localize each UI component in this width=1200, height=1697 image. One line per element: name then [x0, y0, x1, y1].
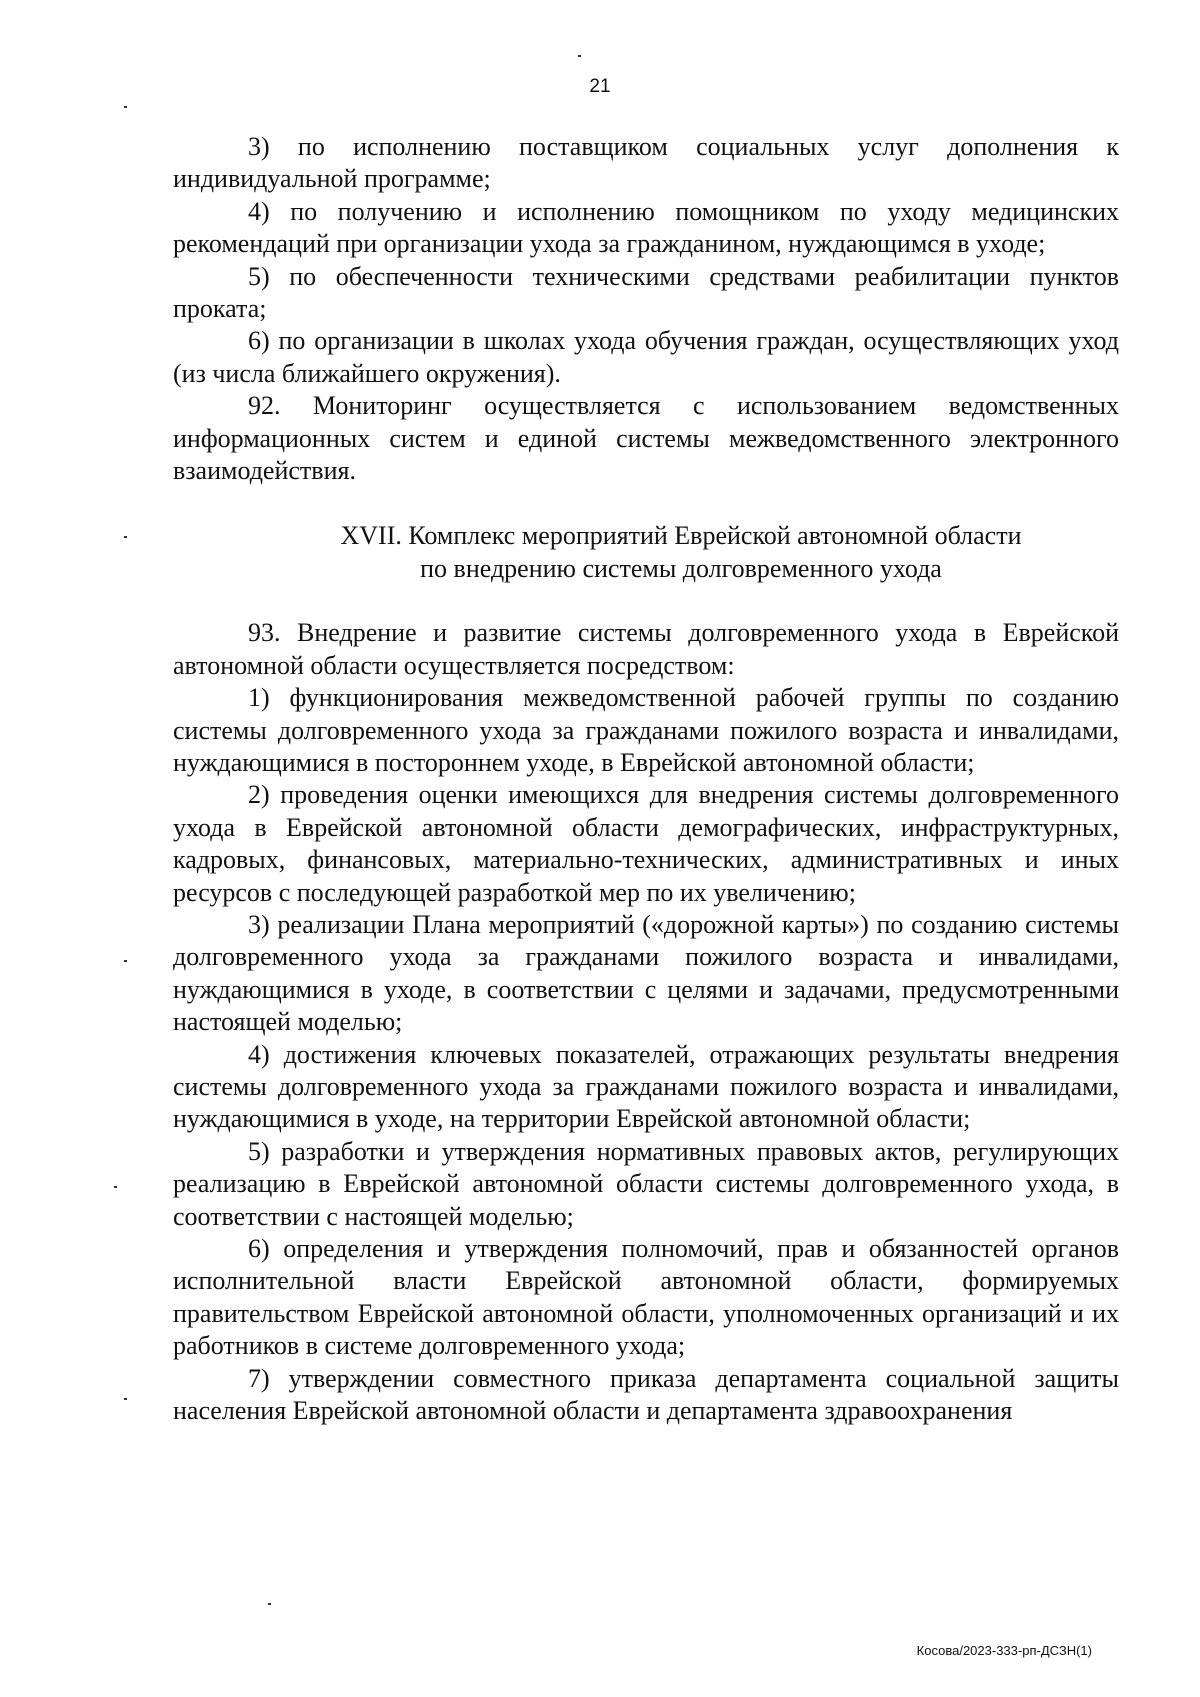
scan-speck [124, 1398, 127, 1400]
paragraph-item-6b: 6) определения и утверждения полномочий, прав и обязанностей органов исполнительной власти Еврейской автономной области, формируемых правительством Еврейской автономной области, уполномоченных организаций и их работников в системе долговременного ухода; [173, 1234, 1119, 1361]
paragraph-93: 93. Внедрение и развитие системы долговременного ухода в Еврейской автономной области осуществляется посредством: [173, 618, 1119, 680]
paragraph-item-4: 4) по получению и исполнению помощником по уходу медицинских рекомендаций при организации ухода за гражданином, нуждающимся в уходе; [173, 196, 1119, 259]
scan-speck [124, 536, 127, 538]
scan-speck [268, 1603, 271, 1605]
paragraph-item-3: 3) по исполнению поставщиком социальных услуг дополнения к индивидуальной программе; [173, 132, 1119, 194]
document-body [173, 131, 1119, 1427]
paragraph-item-7b: 7) утверждении совместного приказа департамента социальной защиты населения Еврейской автономной области и департамента здравоохранения [173, 1363, 1119, 1426]
paragraph-item-2: 2) проведения оценки имеющихся для внедрения системы долговременного ухода в Еврейской автономной области демографических, инфраструктурных, кадровых, финансовых, материально-технических, административных и иных ресурсов с последующей разработкой мер по их увеличению; [173, 780, 1119, 907]
section-heading-line-1: XVII. Комплекс мероприятий Еврейской автономной области [340, 521, 1022, 551]
scan-speck [114, 1186, 117, 1188]
paragraph-item-5: 5) по обеспеченности техническими средствами реабилитации пунктов проката; [173, 261, 1119, 324]
paragraph-item-5b: 5) разработки и утверждения нормативных правовых актов, регулирующих реализацию в Еврейской автономной области системы долговременного ухода, в соответствии с настоящей моделью; [173, 1136, 1119, 1231]
page-number: 21 [589, 76, 611, 97]
paragraph-item-3b: 3) реализации Плана мероприятий («дорожной карты») по созданию системы долговременного ухода за гражданами пожилого возраста и инвалидами, нуждающимися в уходе, в соответствии с целями и задачами, предусмотренными настоящей моделью; [173, 909, 1119, 1037]
scan-speck [124, 960, 127, 962]
scan-speck [124, 106, 127, 108]
paragraph-item-4b: 4) достижения ключевых показателей, отражающих результаты внедрения системы долговременного ухода за гражданами пожилого возраста и инвалидами, нуждающимися в уходе, на территории Еврейской автономной области; [173, 1039, 1119, 1134]
paragraph-item-6: 6) по организации в школах ухода обучения граждан, осуществляющих уход (из числа ближайшего окружения). [173, 326, 1119, 388]
paragraph-92: 92. Мониторинг осуществляется с использованием ведомственных информационных систем и единой системы межведомственного электронного взаимодействия. [173, 391, 1119, 486]
document-reference-code: Косова/2023-333-рп-ДСЗН(1) [916, 1643, 1092, 1658]
paragraph-item-1: 1) функционирования межведомственной рабочей группы по созданию системы долговременного ухода за гражданами пожилого возраста и инвалидами, нуждающимися в постороннем уходе, в Еврейской автономной области; [173, 683, 1119, 777]
scan-speck [578, 55, 581, 57]
section-heading [173, 520, 1119, 585]
section-heading-line-2: по внедрению системы долговременного ухода [420, 553, 942, 583]
